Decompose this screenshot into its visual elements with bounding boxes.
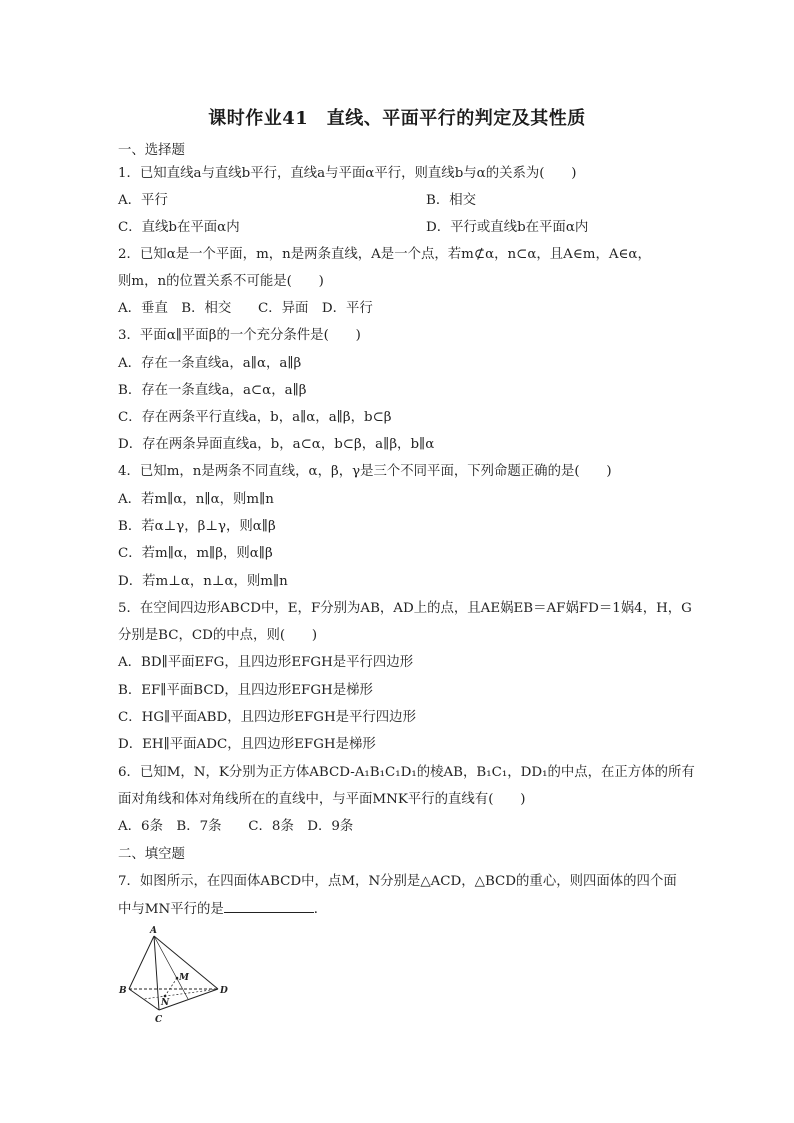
median-d-bc — [144, 989, 218, 999]
answer-blank[interactable] — [224, 900, 314, 913]
q3-option-d: D．存在两条异面直线a，b，a⊂α，b⊂β，a∥β，b∥α — [118, 437, 435, 452]
q4-option-a: A．若m∥α，n∥α，则m∥n — [118, 492, 274, 507]
q1-option-d: D．平行或直线b在平面α内 — [426, 220, 589, 235]
q1-option-b: B．相交 — [426, 193, 477, 208]
q5-option-c: C．HG∥平面ABD，且四边形EFGH是平行四边形 — [118, 710, 416, 725]
q7-stem-line2 — [118, 900, 327, 919]
q6-stem-line1: 6．已知M，N，K分别为正方体ABCD-A₁B₁C₁D₁的棱AB，B₁C₁，DD₁的中点，在正方体的所有 — [118, 765, 695, 780]
segment-mn — [165, 978, 177, 996]
edge-ab — [129, 936, 154, 989]
q3-option-b: B．存在一条直线a，a⊂α，a∥β — [118, 383, 307, 398]
q4-option-c: C．若m∥α，m∥β，则α∥β — [118, 546, 273, 561]
label-m: M — [179, 973, 189, 983]
q5-stem-line2: 分别是BC，CD的中点，则( ) — [118, 628, 318, 643]
q3-stem: 3．平面α∥平面β的一个充分条件是( ) — [118, 328, 361, 343]
label-c: C — [155, 1015, 163, 1025]
q5-option-b: B．EF∥平面BCD，且四边形EFGH是梯形 — [118, 683, 373, 698]
q6-options: A．6条 B．7条 C．8条 D．9条 — [118, 819, 354, 834]
q7-stem-end: ． — [313, 902, 328, 917]
median-a-cd — [154, 936, 188, 999]
q6-stem-line2: 面对角线和体对角线所在的直线中，与平面MNK平行的直线有( ) — [118, 792, 526, 807]
tetrahedron-figure — [116, 922, 236, 1032]
q5-option-d: D．EH∥平面ADC，且四边形EFGH是梯形 — [118, 737, 376, 752]
edge-ac — [154, 936, 159, 1010]
label-a: A — [150, 926, 157, 936]
q2-stem-line1: 2．已知α是一个平面，m，n是两条直线，A是一个点，若m⊄α，n⊂α，且A∈m，A∈α， — [118, 247, 651, 262]
q4-option-d: D．若m⊥α，n⊥α，则m∥n — [118, 574, 288, 589]
q5-option-a: A．BD∥平面EFG，且四边形EFGH是平行四边形 — [118, 655, 414, 670]
q1-option-c: C．直线b在平面α内 — [118, 220, 240, 235]
q7-stem-text: 中与MN平行的是 — [118, 902, 224, 917]
point-m — [176, 977, 179, 980]
point-n — [164, 995, 167, 998]
q2-stem-line2: 则m，n的位置关系不可能是( ) — [118, 274, 324, 289]
q1-option-a: A．平行 — [118, 193, 168, 208]
q4-stem: 4．已知m，n是两条不同直线，α，β，γ是三个不同平面，下列命题正确的是( ) — [118, 464, 612, 479]
q3-option-c: C．存在两条平行直线a，b，a∥α，a∥β，b⊂β — [118, 410, 392, 425]
page-title: 课时作业41 直线、平面平行的判定及其性质 — [208, 108, 586, 129]
q7-stem-line1: 7．如图所示，在四面体ABCD中，点M，N分别是△ACD，△BCD的重心，则四面体的四个面 — [118, 874, 677, 889]
label-n: N — [161, 998, 170, 1008]
label-d: D — [220, 986, 228, 996]
q5-stem-line1: 5．在空间四边形ABCD中，E，F分别为AB，AD上的点，且AE娲EB＝AF娲FD＝1娲4，H，G — [118, 601, 692, 616]
label-b: B — [119, 986, 127, 996]
q2-options: A．垂直 B．相交 C．异面 D．平行 — [118, 301, 373, 316]
section-choice-heading: 一、选择题 — [118, 143, 185, 158]
edge-bc — [129, 989, 159, 1010]
q1-stem: 1．已知直线a与直线b平行，直线a与平面α平行，则直线b与α的关系为( ) — [118, 166, 577, 181]
section-fill-heading: 二、填空题 — [118, 847, 185, 862]
q4-option-b: B．若α⊥γ，β⊥γ，则α∥β — [118, 519, 276, 534]
q3-option-a: A．存在一条直线a，a∥α，a∥β — [118, 356, 302, 371]
